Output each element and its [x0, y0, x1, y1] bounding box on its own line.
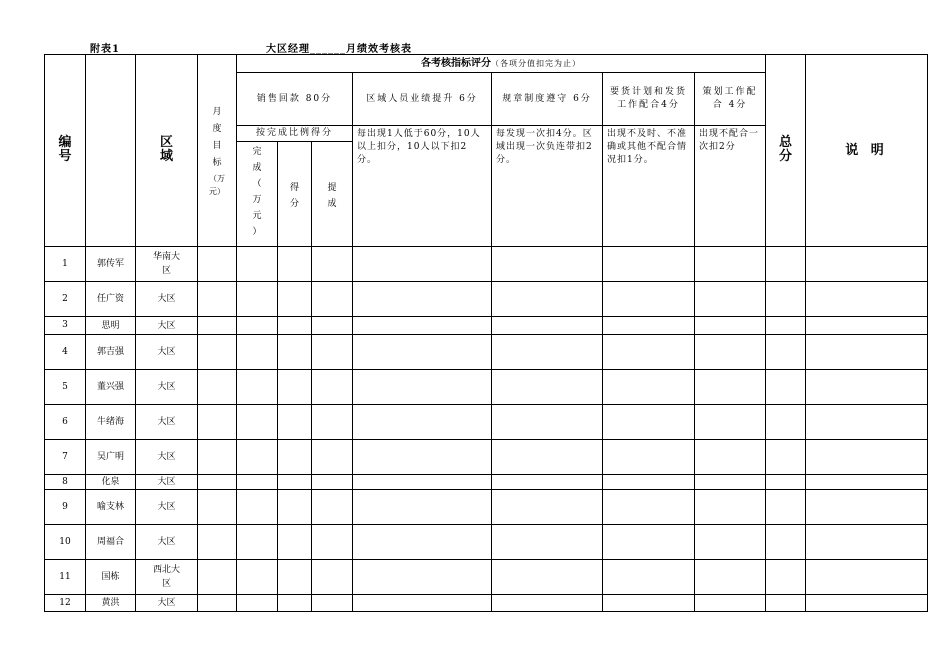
cell-shipment[interactable]	[603, 247, 695, 282]
cell-planning[interactable]	[695, 370, 766, 405]
cell-staff-performance[interactable]	[353, 475, 492, 490]
cell-planning[interactable]	[695, 595, 766, 612]
cell-regulations[interactable]	[492, 282, 603, 317]
cell-monthly-target[interactable]	[198, 475, 237, 490]
cell-score[interactable]	[278, 490, 312, 525]
table-row	[45, 525, 928, 560]
cell-monthly-target[interactable]	[198, 595, 237, 612]
table-row	[45, 475, 928, 490]
cell-remarks[interactable]	[806, 595, 928, 612]
cell-planning[interactable]	[695, 282, 766, 317]
cell-commission[interactable]	[312, 317, 353, 335]
row-region	[136, 247, 198, 282]
cell-completed[interactable]	[237, 370, 278, 405]
header-proportional-score: 按完成比例得分	[237, 126, 353, 142]
row-number: 2	[45, 282, 86, 317]
cell-planning[interactable]	[695, 405, 766, 440]
cell-completed[interactable]	[237, 282, 278, 317]
row-manager-name	[86, 525, 136, 560]
attachment-label: 附表1	[90, 44, 120, 55]
row-region-text: 大区	[157, 417, 176, 427]
row-number: 12	[45, 595, 86, 612]
cell-commission[interactable]	[312, 525, 353, 560]
cell-staff-performance[interactable]	[353, 317, 492, 335]
row-manager-name	[86, 282, 136, 317]
cell-shipment[interactable]	[603, 335, 695, 370]
row-number: 4	[45, 335, 86, 370]
cell-shipment[interactable]	[603, 560, 695, 595]
row-region-text: 大区	[157, 294, 176, 304]
row-region-text: 大区	[157, 347, 176, 357]
cell-completed[interactable]	[237, 247, 278, 282]
row-manager-name-text: 黄洪	[101, 598, 120, 608]
cell-commission[interactable]	[312, 370, 353, 405]
cell-remarks[interactable]	[806, 525, 928, 560]
cell-score[interactable]	[278, 595, 312, 612]
header-regulations: 规章制度遵守 6分	[492, 73, 603, 126]
row-region	[136, 490, 198, 525]
table-row	[45, 405, 928, 440]
row-manager-name-text: 郭传军	[96, 259, 124, 269]
row-region	[136, 475, 198, 490]
row-manager-name	[86, 370, 136, 405]
cell-total[interactable]	[766, 317, 806, 335]
cell-regulations[interactable]	[492, 405, 603, 440]
cell-shipment[interactable]	[603, 595, 695, 612]
row-manager-name	[86, 440, 136, 475]
row-region	[136, 560, 198, 595]
cell-score[interactable]	[278, 317, 312, 335]
cell-planning[interactable]	[695, 335, 766, 370]
cell-shipment[interactable]	[603, 317, 695, 335]
row-manager-name-text: 郭吉强	[96, 347, 124, 357]
row-region-text: 大区	[157, 320, 176, 331]
cell-completed[interactable]	[237, 405, 278, 440]
row-region	[136, 335, 198, 370]
row-manager-name-text: 任广资	[96, 294, 124, 304]
row-region-text: 西北大区	[152, 565, 180, 589]
cell-staff-performance[interactable]	[353, 370, 492, 405]
row-number: 3	[45, 317, 86, 335]
cell-regulations[interactable]	[492, 560, 603, 595]
row-number: 6	[45, 405, 86, 440]
cell-regulations[interactable]	[492, 475, 603, 490]
row-manager-name-text: 董兴强	[96, 382, 124, 392]
rule-regulations: 每发现一次扣4分。区域出现一次负连带扣2分。	[492, 126, 603, 247]
cell-shipment[interactable]	[603, 525, 695, 560]
row-region	[136, 317, 198, 335]
cell-commission[interactable]	[312, 475, 353, 490]
row-number: 9	[45, 490, 86, 525]
cell-commission[interactable]	[312, 335, 353, 370]
cell-planning[interactable]	[695, 525, 766, 560]
row-number: 1	[45, 247, 86, 282]
cell-total[interactable]	[766, 475, 806, 490]
cell-remarks[interactable]	[806, 405, 928, 440]
cell-regulations[interactable]	[492, 490, 603, 525]
cell-shipment[interactable]	[603, 475, 695, 490]
cell-shipment[interactable]	[603, 405, 695, 440]
cell-monthly-target[interactable]	[198, 247, 237, 282]
rule-staff-performance: 每出现1人低于60分，10人以上扣分，10人以下扣2分。	[353, 126, 492, 247]
cell-shipment[interactable]	[603, 440, 695, 475]
cell-regulations[interactable]	[492, 370, 603, 405]
cell-shipment[interactable]	[603, 282, 695, 317]
cell-commission[interactable]	[312, 405, 353, 440]
row-region-text: 大区	[157, 598, 176, 608]
header-score: 得 分	[278, 142, 312, 247]
row-number: 7	[45, 440, 86, 475]
row-manager-name	[86, 595, 136, 612]
row-region-text: 大区	[157, 477, 176, 487]
cell-regulations[interactable]	[492, 317, 603, 335]
row-region	[136, 525, 198, 560]
cell-planning[interactable]	[695, 475, 766, 490]
cell-staff-performance[interactable]	[353, 335, 492, 370]
cell-completed[interactable]	[237, 440, 278, 475]
cell-score[interactable]	[278, 282, 312, 317]
cell-monthly-target[interactable]	[198, 490, 237, 525]
cell-staff-performance[interactable]	[353, 440, 492, 475]
row-manager-name-text: 喻支林	[96, 502, 124, 512]
row-manager-name	[86, 490, 136, 525]
cell-monthly-target[interactable]	[198, 370, 237, 405]
form-title: 大区经理______月绩效考核表	[266, 44, 412, 55]
table-row	[45, 440, 928, 475]
cell-remarks[interactable]	[806, 440, 928, 475]
cell-planning[interactable]	[695, 560, 766, 595]
header-sales-collection: 销售回款 80分	[237, 73, 353, 126]
cell-planning[interactable]	[695, 247, 766, 282]
cell-completed[interactable]	[237, 525, 278, 560]
cell-total[interactable]	[766, 335, 806, 370]
cell-staff-performance[interactable]	[353, 595, 492, 612]
cell-score[interactable]	[278, 247, 312, 282]
header-region: 区 域	[136, 55, 198, 247]
cell-commission[interactable]	[312, 595, 353, 612]
row-manager-name	[86, 475, 136, 490]
cell-remarks[interactable]	[806, 560, 928, 595]
cell-monthly-target[interactable]	[198, 525, 237, 560]
cell-completed[interactable]	[237, 475, 278, 490]
header-monthly-target: 月 度 目 标 （万 元）	[198, 55, 237, 247]
row-manager-name-text: 周福合	[96, 537, 124, 547]
row-number: 10	[45, 525, 86, 560]
cell-monthly-target[interactable]	[198, 405, 237, 440]
cell-remarks[interactable]	[806, 370, 928, 405]
cell-shipment[interactable]	[603, 370, 695, 405]
row-manager-name-text: 国栋	[101, 572, 120, 582]
row-region-text: 大区	[157, 537, 176, 547]
row-number: 11	[45, 560, 86, 595]
row-manager-name-text: 牛绪海	[96, 417, 124, 427]
row-region-text: 华南大区	[152, 252, 180, 276]
cell-monthly-target[interactable]	[198, 317, 237, 335]
cell-commission[interactable]	[312, 490, 353, 525]
table-row	[45, 490, 928, 525]
cell-staff-performance[interactable]	[353, 490, 492, 525]
table-row	[45, 317, 928, 335]
header-name	[86, 55, 136, 247]
row-region	[136, 440, 198, 475]
cell-score[interactable]	[278, 405, 312, 440]
table-row	[45, 370, 928, 405]
rule-shipment: 出现不及时、不准确或其他不配合情况扣1分。	[603, 126, 695, 247]
header-planning: 策划工作配合 4分	[695, 73, 766, 126]
cell-completed[interactable]	[237, 335, 278, 370]
cell-regulations[interactable]	[492, 525, 603, 560]
cell-score[interactable]	[278, 560, 312, 595]
row-manager-name	[86, 335, 136, 370]
cell-commission[interactable]	[312, 247, 353, 282]
row-region	[136, 405, 198, 440]
cell-monthly-target[interactable]	[198, 440, 237, 475]
header-total: 总 分	[766, 55, 806, 247]
cell-monthly-target[interactable]	[198, 335, 237, 370]
cell-regulations[interactable]	[492, 440, 603, 475]
header-number: 编 号	[45, 55, 86, 247]
cell-total[interactable]	[766, 595, 806, 612]
cell-completed[interactable]	[237, 490, 278, 525]
cell-total[interactable]	[766, 560, 806, 595]
cell-remarks[interactable]	[806, 475, 928, 490]
row-manager-name-text: 思明	[101, 320, 120, 331]
cell-score[interactable]	[278, 370, 312, 405]
cell-completed[interactable]	[237, 595, 278, 612]
rule-planning: 出现不配合一次扣2分	[695, 126, 766, 247]
row-manager-name	[86, 317, 136, 335]
table-row	[45, 247, 928, 282]
cell-regulations[interactable]	[492, 247, 603, 282]
row-manager-name	[86, 247, 136, 282]
row-region	[136, 282, 198, 317]
cell-total[interactable]	[766, 440, 806, 475]
cell-commission[interactable]	[312, 440, 353, 475]
row-manager-name	[86, 405, 136, 440]
cell-monthly-target[interactable]	[198, 560, 237, 595]
cell-remarks[interactable]	[806, 335, 928, 370]
cell-score[interactable]	[278, 440, 312, 475]
cell-monthly-target[interactable]	[198, 282, 237, 317]
row-number: 5	[45, 370, 86, 405]
cell-total[interactable]	[766, 490, 806, 525]
cell-planning[interactable]	[695, 317, 766, 335]
header-remarks: 说 明	[806, 55, 928, 247]
cell-planning[interactable]	[695, 490, 766, 525]
cell-score[interactable]	[278, 475, 312, 490]
cell-remarks[interactable]	[806, 490, 928, 525]
cell-score[interactable]	[278, 525, 312, 560]
header-completed: 完 成 （ 万 元 ）	[237, 142, 278, 247]
row-region-text: 大区	[157, 502, 176, 512]
table-row	[45, 560, 928, 595]
cell-total[interactable]	[766, 247, 806, 282]
cell-total[interactable]	[766, 370, 806, 405]
header-score-group: 各考核指标评分（各项分值扣完为止）	[237, 55, 766, 73]
table-row	[45, 595, 928, 612]
row-region	[136, 370, 198, 405]
header-shipment: 要货计划和发货工作配合4分	[603, 73, 695, 126]
row-region	[136, 595, 198, 612]
cell-total[interactable]	[766, 282, 806, 317]
cell-staff-performance[interactable]	[353, 247, 492, 282]
cell-staff-performance[interactable]	[353, 405, 492, 440]
cell-remarks[interactable]	[806, 282, 928, 317]
table-row	[45, 335, 928, 370]
row-manager-name-text: 吴广明	[96, 452, 124, 462]
header-commission: 提 成	[312, 142, 353, 247]
cell-staff-performance[interactable]	[353, 282, 492, 317]
table-row	[45, 282, 928, 317]
cell-staff-performance[interactable]	[353, 525, 492, 560]
row-region-text: 大区	[157, 382, 176, 392]
cell-completed[interactable]	[237, 317, 278, 335]
cell-remarks[interactable]	[806, 317, 928, 335]
header-staff-performance: 区域人员业绩提升 6分	[353, 73, 492, 126]
cell-total[interactable]	[766, 405, 806, 440]
cell-planning[interactable]	[695, 440, 766, 475]
assessment-table	[44, 54, 928, 612]
cell-regulations[interactable]	[492, 335, 603, 370]
cell-total[interactable]	[766, 525, 806, 560]
row-number: 8	[45, 475, 86, 490]
cell-score[interactable]	[278, 335, 312, 370]
cell-staff-performance[interactable]	[353, 560, 492, 595]
cell-completed[interactable]	[237, 560, 278, 595]
row-manager-name	[86, 560, 136, 595]
cell-commission[interactable]	[312, 282, 353, 317]
cell-remarks[interactable]	[806, 247, 928, 282]
cell-regulations[interactable]	[492, 595, 603, 612]
row-region-text: 大区	[157, 452, 176, 462]
cell-commission[interactable]	[312, 560, 353, 595]
cell-shipment[interactable]	[603, 490, 695, 525]
row-manager-name-text: 化泉	[101, 477, 120, 487]
